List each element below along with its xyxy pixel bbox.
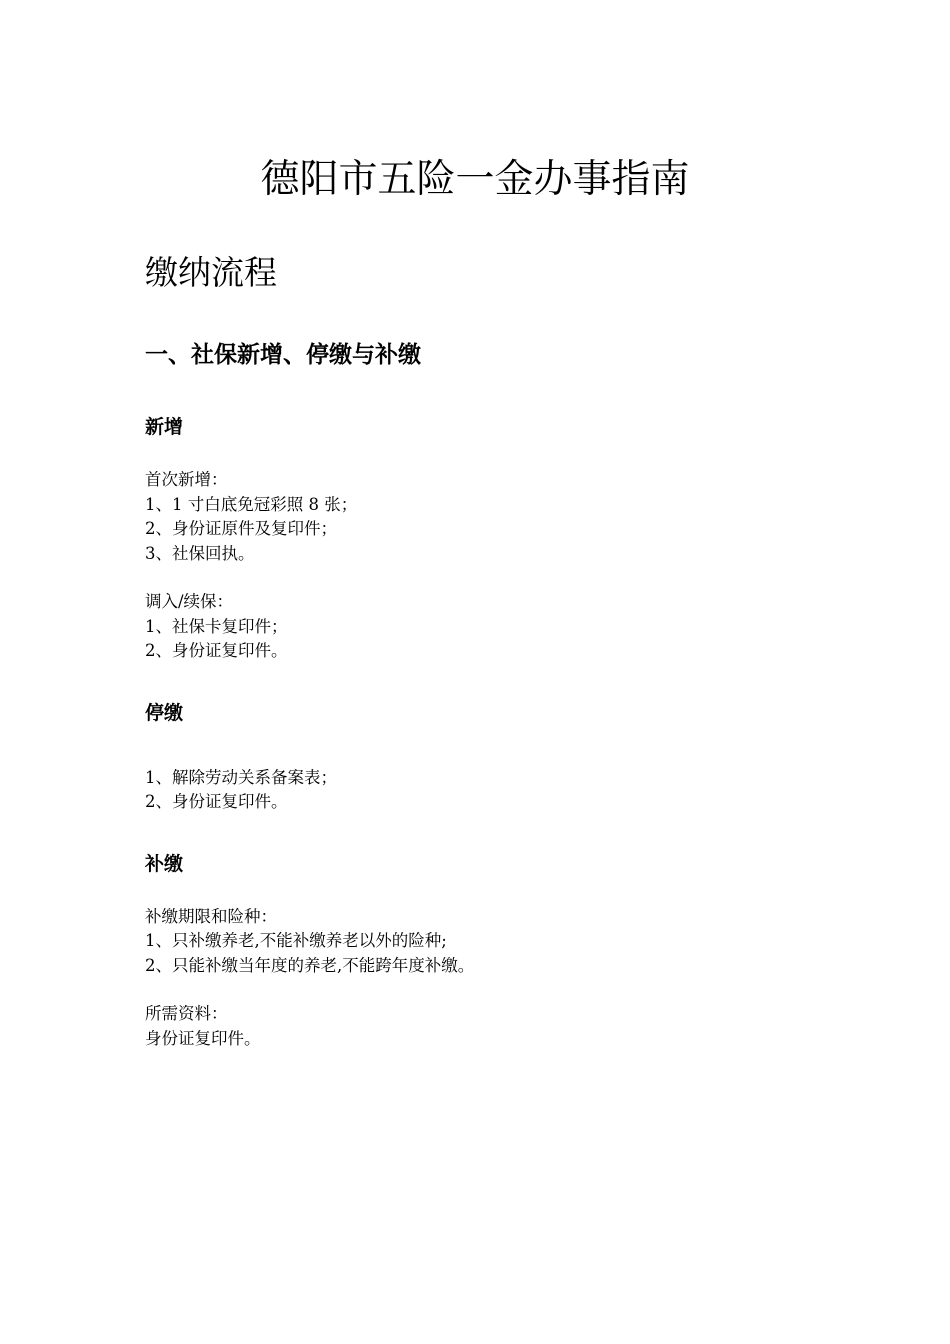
transfer-block (145, 590, 845, 664)
stop-block (145, 766, 845, 815)
list-item: 2、身份证复印件。 (145, 792, 288, 811)
first-add-block (145, 468, 845, 566)
list-item: 1、解除劳动关系备案表； (145, 767, 337, 787)
heading-tingjiao: 停缴 (145, 701, 184, 724)
list-item: 3、社保回执。 (145, 543, 255, 563)
period-label: 补缴期限和险种： (145, 906, 277, 926)
transfer-label: 调入/续保： (145, 592, 234, 611)
list-item: 1、社保卡复印件； (145, 616, 288, 636)
heading-bujiao: 补缴 (145, 852, 184, 875)
materials-label: 所需资料： (145, 1004, 228, 1023)
document-title: 德阳市五险一金办事指南 (260, 157, 690, 202)
document-body (145, 248, 845, 1051)
first-add-label: 首次新增： (145, 470, 228, 489)
heading-xinzeng: 新增 (145, 416, 184, 438)
period-block (145, 905, 845, 979)
materials-block (145, 1002, 845, 1051)
list-item: 身份证复印件。 (145, 1028, 261, 1048)
list-item: 2、身份证复印件。 (145, 641, 288, 660)
list-item: 2、只能补缴当年度的养老,不能跨年度补缴。 (145, 955, 475, 975)
list-item: 1、1 寸白底免冠彩照 8 张； (145, 494, 358, 514)
list-item: 1、只补缴养老,不能补缴养老以外的险种; (145, 931, 447, 950)
list-item: 2、身份证原件及复印件； (145, 519, 337, 538)
section-title: 缴纳流程 (145, 253, 277, 292)
subsection-title: 一、社保新增、停缴与补缴 (145, 342, 421, 368)
